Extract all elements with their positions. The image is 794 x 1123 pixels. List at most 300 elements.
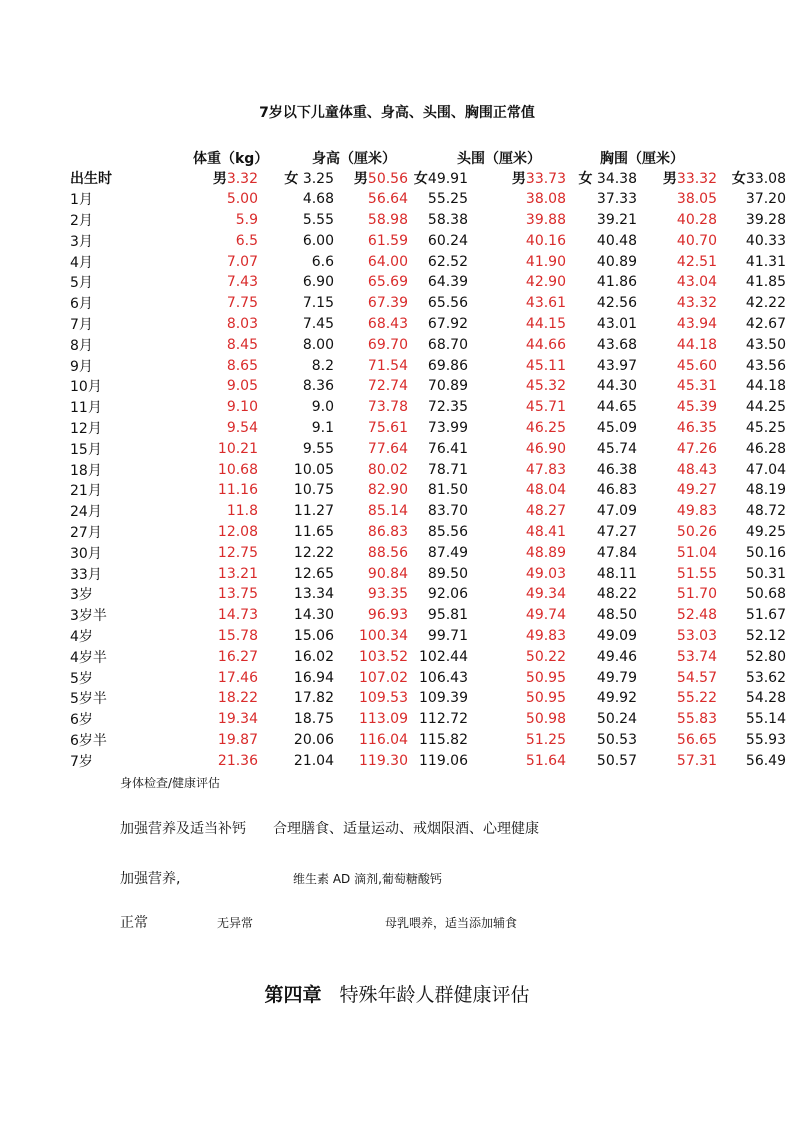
head-male: 40.16 xyxy=(525,232,566,249)
height-female: 76.41 xyxy=(427,440,468,457)
chest-female: 45.25 xyxy=(745,419,786,436)
weight-female: 11.65 xyxy=(293,523,334,540)
height-female: 99.71 xyxy=(427,627,468,644)
female-marker: 女 xyxy=(284,171,299,188)
chest-male: 51.55 xyxy=(676,565,717,582)
weight-female: 13.34 xyxy=(293,586,334,603)
row-label: 30月 xyxy=(70,545,102,562)
row-label: 1月 xyxy=(70,192,93,209)
chest-female: 41.31 xyxy=(745,253,786,270)
chest-female: 53.62 xyxy=(745,669,786,686)
head-male: 50.95 xyxy=(525,690,566,707)
table-row xyxy=(70,251,786,272)
chest-male: 57.31 xyxy=(676,752,717,769)
weight-female: 3.25 xyxy=(302,171,334,188)
table-row xyxy=(70,480,786,501)
table-row xyxy=(70,584,786,605)
height-male: 109.53 xyxy=(359,690,408,707)
weight-female: 10.05 xyxy=(293,461,334,478)
head-female: 47.84 xyxy=(596,544,637,561)
weight-male: 9.05 xyxy=(226,378,258,395)
row-label: 21月 xyxy=(70,483,102,500)
head-male: 48.41 xyxy=(525,523,566,540)
height-male: 64.00 xyxy=(367,253,408,270)
weight-male: 7.75 xyxy=(226,295,258,312)
height-female: 72.35 xyxy=(427,399,468,416)
weight-female: 6.00 xyxy=(302,232,334,249)
weight-female: 12.22 xyxy=(293,544,334,561)
chest-male: 55.22 xyxy=(676,690,717,707)
table-row xyxy=(70,355,786,376)
height-female: 58.38 xyxy=(427,211,468,228)
height-male: 85.14 xyxy=(367,503,408,520)
row-label: 24月 xyxy=(70,504,102,521)
height-male: 107.02 xyxy=(359,669,408,686)
head-male: 48.89 xyxy=(525,544,566,561)
height-male: 75.61 xyxy=(367,419,408,436)
table-row xyxy=(70,709,786,730)
height-female: 49.91 xyxy=(427,171,468,188)
table-row xyxy=(70,688,786,709)
height-male: 68.43 xyxy=(367,315,408,332)
head-female: 34.38 xyxy=(596,171,637,188)
height-female: 85.56 xyxy=(427,523,468,540)
chest-male: 33.32 xyxy=(676,171,717,188)
chest-female: 55.93 xyxy=(745,731,786,748)
weight-male: 5.9 xyxy=(235,211,258,228)
height-male: 96.93 xyxy=(367,607,408,624)
head-male: 41.90 xyxy=(525,253,566,270)
male-marker: 男 xyxy=(662,171,677,188)
weight-male: 19.34 xyxy=(217,711,258,728)
chest-male: 49.27 xyxy=(676,482,717,499)
weight-male: 19.87 xyxy=(217,731,258,748)
note-lifestyle: 合理膳食、适量运动、戒烟限酒、心理健康 xyxy=(273,821,539,837)
head-female: 48.50 xyxy=(596,607,637,624)
chest-male: 45.60 xyxy=(676,357,717,374)
height-male: 103.52 xyxy=(359,648,408,665)
head-female: 49.09 xyxy=(596,627,637,644)
chest-female: 56.49 xyxy=(745,752,786,769)
head-female: 40.48 xyxy=(596,232,637,249)
weight-male: 17.46 xyxy=(217,669,258,686)
weight-female: 20.06 xyxy=(293,731,334,748)
chest-female: 48.19 xyxy=(745,482,786,499)
weight-male: 14.73 xyxy=(217,607,258,624)
chest-female: 44.25 xyxy=(745,399,786,416)
note-no-abnormal: 无异常 xyxy=(217,916,254,930)
head-female: 39.21 xyxy=(596,211,637,228)
height-female: 69.86 xyxy=(427,357,468,374)
chest-female: 47.04 xyxy=(745,461,786,478)
row-label: 33月 xyxy=(70,566,102,583)
head-male: 48.27 xyxy=(525,503,566,520)
table-row xyxy=(70,230,786,251)
head-male: 46.90 xyxy=(525,440,566,457)
height-female: 89.50 xyxy=(427,565,468,582)
head-female: 49.92 xyxy=(596,690,637,707)
height-male: 56.64 xyxy=(367,191,408,208)
weight-female: 8.00 xyxy=(302,336,334,353)
table-row xyxy=(70,563,786,584)
weight-male: 12.75 xyxy=(217,544,258,561)
weight-female: 17.82 xyxy=(293,690,334,707)
chest-male: 40.70 xyxy=(676,232,717,249)
weight-male: 16.27 xyxy=(217,648,258,665)
table-row xyxy=(70,376,786,397)
row-label: 3岁 xyxy=(70,587,93,604)
height-male: 65.69 xyxy=(367,274,408,291)
table-row xyxy=(70,750,786,771)
row-label: 7月 xyxy=(70,316,93,333)
head-male: 45.71 xyxy=(525,399,566,416)
head-female: 43.01 xyxy=(596,315,637,332)
height-male: 61.59 xyxy=(367,232,408,249)
chest-female: 50.16 xyxy=(745,544,786,561)
head-male: 50.22 xyxy=(525,648,566,665)
weight-male: 10.21 xyxy=(217,440,258,457)
head-female: 45.09 xyxy=(596,419,637,436)
chest-male: 56.65 xyxy=(676,731,717,748)
table-row xyxy=(70,397,786,418)
head-female: 50.24 xyxy=(596,711,637,728)
weight-male: 7.07 xyxy=(226,253,258,270)
chest-male: 53.03 xyxy=(676,627,717,644)
row-label: 11月 xyxy=(70,400,102,417)
weight-female: 14.30 xyxy=(293,607,334,624)
chest-male: 49.83 xyxy=(676,503,717,520)
row-label: 9月 xyxy=(70,358,93,375)
weight-female: 16.94 xyxy=(293,669,334,686)
head-female: 47.09 xyxy=(596,503,637,520)
weight-male: 6.5 xyxy=(235,232,258,249)
head-female: 42.56 xyxy=(596,295,637,312)
weight-female: 9.55 xyxy=(302,440,334,457)
chest-male: 46.35 xyxy=(676,419,717,436)
head-female: 48.22 xyxy=(596,586,637,603)
height-female: 106.43 xyxy=(419,669,468,686)
weight-male: 13.21 xyxy=(217,565,258,582)
height-male: 82.90 xyxy=(367,482,408,499)
head-female: 44.65 xyxy=(596,399,637,416)
chapter-number: 第四章 xyxy=(264,984,322,1006)
height-male: 67.39 xyxy=(367,295,408,312)
height-female: 109.39 xyxy=(419,690,468,707)
height-female: 64.39 xyxy=(427,274,468,291)
chest-female: 54.28 xyxy=(745,690,786,707)
note-normal: 正常 xyxy=(120,915,148,931)
height-male: 73.78 xyxy=(367,399,408,416)
head-male: 38.08 xyxy=(525,191,566,208)
note-vitamin: 维生素 AD 滴剂,葡萄糖酸钙 xyxy=(293,872,442,886)
head-female: 50.57 xyxy=(596,752,637,769)
head-male: 43.61 xyxy=(525,295,566,312)
height-male: 116.04 xyxy=(359,731,408,748)
row-label: 5岁 xyxy=(70,670,93,687)
height-male: 88.56 xyxy=(367,544,408,561)
chest-female: 42.22 xyxy=(745,295,786,312)
table-row xyxy=(70,438,786,459)
head-female: 49.79 xyxy=(596,669,637,686)
row-label: 5岁半 xyxy=(70,691,107,708)
height-male: 100.34 xyxy=(359,627,408,644)
weight-female: 18.75 xyxy=(293,711,334,728)
height-female: 119.06 xyxy=(419,752,468,769)
head-male: 45.32 xyxy=(525,378,566,395)
head-male: 49.03 xyxy=(525,565,566,582)
height-female: 78.71 xyxy=(427,461,468,478)
weight-female: 7.45 xyxy=(302,315,334,332)
height-female: 115.82 xyxy=(419,731,468,748)
height-male: 58.98 xyxy=(367,211,408,228)
table-row xyxy=(70,626,786,647)
row-label: 18月 xyxy=(70,462,102,479)
head-female: 50.53 xyxy=(596,731,637,748)
chest-male: 45.39 xyxy=(676,399,717,416)
table-row xyxy=(70,605,786,626)
head-male: 44.66 xyxy=(525,336,566,353)
head-male: 49.34 xyxy=(525,586,566,603)
head-female: 45.74 xyxy=(596,440,637,457)
header-height: 身高（厘米） xyxy=(312,151,396,167)
note-breastfeeding: 母乳喂养，适当添加辅食 xyxy=(385,916,518,930)
head-female: 47.27 xyxy=(596,523,637,540)
weight-male: 11.16 xyxy=(217,482,258,499)
height-female: 112.72 xyxy=(419,711,468,728)
weight-female: 8.36 xyxy=(302,378,334,395)
table-row xyxy=(70,272,786,293)
head-female: 46.83 xyxy=(596,482,637,499)
chest-male: 52.48 xyxy=(676,607,717,624)
chest-male: 51.04 xyxy=(676,544,717,561)
chest-male: 43.04 xyxy=(676,274,717,291)
growth-table xyxy=(70,168,786,771)
table-row xyxy=(70,189,786,210)
row-label: 6月 xyxy=(70,296,93,313)
head-male: 51.64 xyxy=(525,752,566,769)
head-male: 49.83 xyxy=(525,627,566,644)
chest-male: 55.83 xyxy=(676,711,717,728)
head-female: 46.38 xyxy=(596,461,637,478)
weight-male: 12.08 xyxy=(217,523,258,540)
height-male: 72.74 xyxy=(367,378,408,395)
weight-male: 8.03 xyxy=(226,315,258,332)
note-nutrition-calcium: 加强营养及适当补钙 xyxy=(120,821,246,837)
chest-female: 55.14 xyxy=(745,711,786,728)
row-label: 10月 xyxy=(70,379,102,396)
chest-female: 50.68 xyxy=(745,586,786,603)
weight-male: 18.22 xyxy=(217,690,258,707)
weight-male: 21.36 xyxy=(217,752,258,769)
weight-female: 6.90 xyxy=(302,274,334,291)
head-female: 43.97 xyxy=(596,357,637,374)
header-chest: 胸围（厘米） xyxy=(600,151,684,167)
head-male: 39.88 xyxy=(525,211,566,228)
chest-female: 52.80 xyxy=(745,648,786,665)
table-row xyxy=(70,314,786,335)
chest-female: 43.50 xyxy=(745,336,786,353)
row-label: 27月 xyxy=(70,524,102,541)
head-male: 49.74 xyxy=(525,607,566,624)
female-marker: 女 xyxy=(731,171,746,188)
head-male: 47.83 xyxy=(525,461,566,478)
header-head: 头围（厘米） xyxy=(457,151,541,167)
chest-male: 47.26 xyxy=(676,440,717,457)
chest-female: 46.28 xyxy=(745,440,786,457)
height-male: 86.83 xyxy=(367,523,408,540)
height-female: 65.56 xyxy=(427,295,468,312)
weight-female: 5.55 xyxy=(302,211,334,228)
chest-male: 40.28 xyxy=(676,211,717,228)
weight-male: 13.75 xyxy=(217,586,258,603)
weight-male: 11.8 xyxy=(226,503,258,520)
chapter-heading xyxy=(0,980,794,1007)
chapter-title: 特殊年龄人群健康评估 xyxy=(339,984,530,1006)
weight-female: 11.27 xyxy=(293,503,334,520)
chest-female: 52.12 xyxy=(745,627,786,644)
chest-male: 44.18 xyxy=(676,336,717,353)
height-male: 71.54 xyxy=(367,357,408,374)
weight-female: 9.1 xyxy=(311,419,334,436)
weight-female: 10.75 xyxy=(293,482,334,499)
row-label: 12月 xyxy=(70,420,102,437)
weight-male: 8.45 xyxy=(226,336,258,353)
table-row xyxy=(70,501,786,522)
height-female: 73.99 xyxy=(427,419,468,436)
head-male: 45.11 xyxy=(525,357,566,374)
row-label: 3月 xyxy=(70,233,93,250)
weight-male: 15.78 xyxy=(217,627,258,644)
height-female: 81.50 xyxy=(427,482,468,499)
height-female: 87.49 xyxy=(427,544,468,561)
header-weight: 体重（kg） xyxy=(193,151,269,167)
chest-male: 45.31 xyxy=(676,378,717,395)
head-male: 50.95 xyxy=(525,669,566,686)
chest-female: 43.56 xyxy=(745,357,786,374)
row-label: 4月 xyxy=(70,254,93,271)
chest-male: 42.51 xyxy=(676,253,717,270)
chest-female: 41.85 xyxy=(745,274,786,291)
row-label: 4岁 xyxy=(70,628,93,645)
table-row xyxy=(70,418,786,439)
row-label: 8月 xyxy=(70,337,93,354)
weight-female: 8.2 xyxy=(311,357,334,374)
head-male: 33.73 xyxy=(525,171,566,188)
head-male: 44.15 xyxy=(525,315,566,332)
chest-male: 54.57 xyxy=(676,669,717,686)
head-male: 51.25 xyxy=(525,731,566,748)
weight-male: 3.32 xyxy=(226,171,258,188)
height-male: 69.70 xyxy=(367,336,408,353)
height-male: 113.09 xyxy=(359,711,408,728)
height-female: 70.89 xyxy=(427,378,468,395)
row-label: 3岁半 xyxy=(70,608,107,625)
weight-female: 9.0 xyxy=(311,399,334,416)
row-label: 2月 xyxy=(70,212,93,229)
head-female: 40.89 xyxy=(596,253,637,270)
table-row xyxy=(70,459,786,480)
chest-female: 33.08 xyxy=(745,171,786,188)
male-marker: 男 xyxy=(212,171,227,188)
chest-male: 43.32 xyxy=(676,295,717,312)
weight-male: 8.65 xyxy=(226,357,258,374)
height-female: 68.70 xyxy=(427,336,468,353)
chest-female: 37.20 xyxy=(745,191,786,208)
height-male: 93.35 xyxy=(367,586,408,603)
head-female: 43.68 xyxy=(596,336,637,353)
chest-female: 42.67 xyxy=(745,315,786,332)
height-female: 55.25 xyxy=(427,191,468,208)
height-male: 77.64 xyxy=(367,440,408,457)
row-label: 15月 xyxy=(70,441,102,458)
height-female: 95.81 xyxy=(427,607,468,624)
note-nutrition: 加强营养, xyxy=(120,871,181,887)
row-label: 6岁 xyxy=(70,712,93,729)
chest-female: 51.67 xyxy=(745,607,786,624)
weight-male: 7.43 xyxy=(226,274,258,291)
chest-male: 50.26 xyxy=(676,523,717,540)
chest-male: 51.70 xyxy=(676,586,717,603)
note-health-check: 身体检查/健康评估 xyxy=(120,776,221,790)
height-female: 83.70 xyxy=(427,503,468,520)
row-label: 7岁 xyxy=(70,753,93,770)
height-female: 62.52 xyxy=(427,253,468,270)
chest-female: 50.31 xyxy=(745,565,786,582)
head-male: 50.98 xyxy=(525,711,566,728)
female-marker: 女 xyxy=(413,171,428,188)
weight-female: 6.6 xyxy=(311,253,334,270)
row-label: 4岁半 xyxy=(70,649,107,666)
chest-male: 53.74 xyxy=(676,648,717,665)
head-male: 46.25 xyxy=(525,419,566,436)
male-marker: 男 xyxy=(353,171,368,188)
height-male: 119.30 xyxy=(359,752,408,769)
weight-female: 7.15 xyxy=(302,295,334,312)
head-female: 41.86 xyxy=(596,274,637,291)
chest-female: 39.28 xyxy=(745,211,786,228)
table-row-birth xyxy=(70,168,786,189)
table-row xyxy=(70,667,786,688)
head-male: 48.04 xyxy=(525,482,566,499)
height-male: 90.84 xyxy=(367,565,408,582)
row-label: 5月 xyxy=(70,275,93,292)
table-row xyxy=(70,522,786,543)
table-row xyxy=(70,542,786,563)
height-female: 67.92 xyxy=(427,315,468,332)
height-female: 60.24 xyxy=(427,232,468,249)
table-row xyxy=(70,646,786,667)
weight-male: 9.10 xyxy=(226,399,258,416)
head-female: 48.11 xyxy=(596,565,637,582)
row-label: 出生时 xyxy=(70,171,112,188)
weight-female: 21.04 xyxy=(293,752,334,769)
table-row xyxy=(70,730,786,751)
table-row xyxy=(70,210,786,231)
page-title: 7岁以下儿童体重、身高、头围、胸围正常值 xyxy=(259,105,535,121)
chest-female: 48.72 xyxy=(745,503,786,520)
table-row xyxy=(70,293,786,314)
chest-female: 49.25 xyxy=(745,523,786,540)
chest-male: 48.43 xyxy=(676,461,717,478)
male-marker: 男 xyxy=(511,171,526,188)
chest-female: 40.33 xyxy=(745,232,786,249)
head-female: 49.46 xyxy=(596,648,637,665)
weight-male: 10.68 xyxy=(217,461,258,478)
height-female: 92.06 xyxy=(427,586,468,603)
chest-male: 43.94 xyxy=(676,315,717,332)
height-female: 102.44 xyxy=(419,648,468,665)
head-female: 37.33 xyxy=(596,191,637,208)
